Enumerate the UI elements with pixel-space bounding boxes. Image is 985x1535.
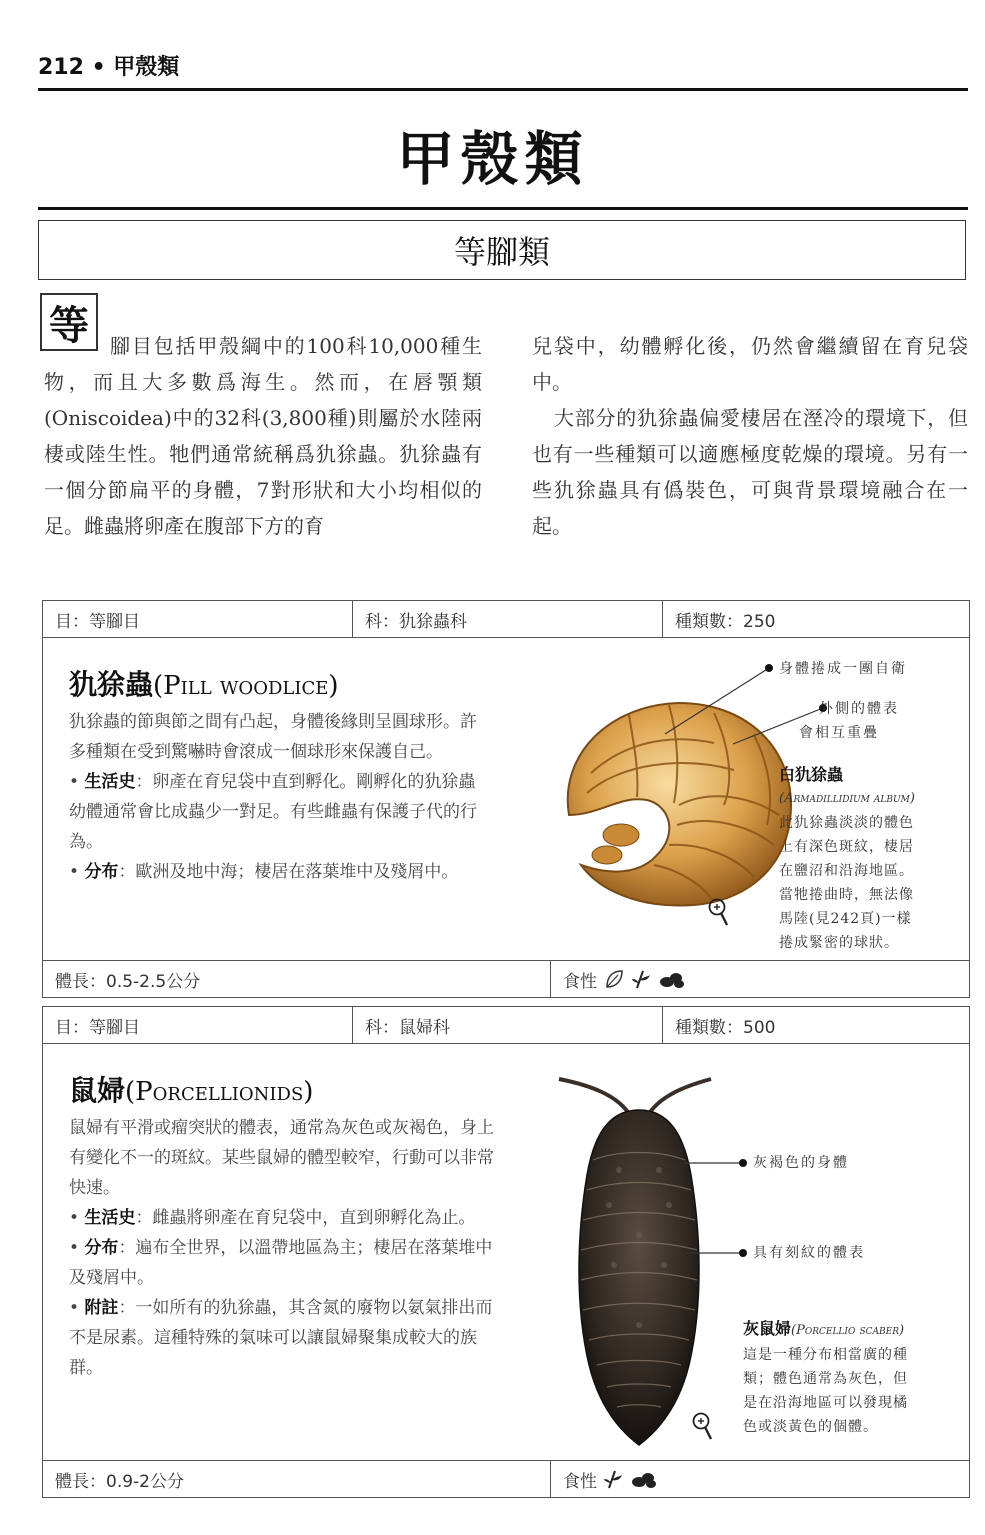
card-footer [43, 1460, 969, 1497]
callout-gray-body: 灰褐色的身體 [753, 1155, 849, 1171]
species-name-cn: 鼠婦 [69, 1074, 126, 1107]
top-rule [38, 88, 968, 91]
plant-icon [631, 968, 653, 990]
callout-textured-surface: 具有刻紋的體表 [753, 1245, 865, 1261]
caption-line: 在鹽沼和沿海地區。 [779, 863, 914, 879]
species-caption [743, 1317, 953, 1439]
caption-line: 是在沿海地區可以發現橘 [743, 1395, 908, 1411]
species-name-cn: 犰狳蟲 [69, 668, 154, 701]
life-history-label: 生活史 [84, 772, 136, 792]
description-text: 鼠婦有平滑或瘤突狀的體表，通常為灰色或灰褐色，身上有變化不一的斑紋。某些鼠婦的體型較窄，行動可以非常快速。 [69, 1118, 494, 1198]
body-length-cell: 體長：0.9-2公分 [43, 1461, 551, 1497]
caption-line: 色或淡黃色的個體。 [743, 1419, 878, 1435]
species-name-en: (Pill woodlice) [153, 671, 339, 701]
species-card-porcellionids [42, 1006, 970, 1498]
caption-line: 捲成緊密的球狀。 [779, 935, 899, 951]
drop-cap: 等 [40, 293, 98, 351]
callout-line: 會相互重疊 [799, 725, 879, 741]
note-text: ：一如所有的犰狳蟲，其含氮的廢物以氨氣排出而不是尿素。這種特殊的氣味可以讓鼠婦聚集成較大的族群。 [69, 1298, 493, 1378]
note-label: 附註 [84, 1298, 119, 1318]
species-count-cell: 種類數：500 [675, 1017, 776, 1038]
caption-title: 灰鼠婦 [743, 1319, 792, 1338]
caption-line: 類；體色通常為灰色，但 [743, 1371, 908, 1387]
life-history-label: 生活史 [84, 1208, 136, 1228]
diet-label: 食性 [563, 1471, 597, 1492]
species-title [69, 1069, 313, 1109]
caption-title: 白犰狳蟲 [779, 765, 844, 784]
distribution-text: ：遍布全世界，以溫帶地區為主；棲居在落葉堆中及殘屑中。 [69, 1238, 493, 1288]
caption-line: 此犰狳蟲淡淡的體色 [779, 815, 914, 831]
species-name-en: (Porcellionids) [125, 1077, 314, 1107]
order-cell: 目：等腳目 [43, 601, 353, 637]
species-count-cell: 種類數：250 [675, 611, 776, 632]
species-description: 鼠婦有平滑或瘤突狀的體表，通常為灰色或灰褐色，身上有變化不一的斑紋。某些鼠婦的體型較窄，行動可以非常快速。 • 生活史：雌蟲將卵產在育兒袋中，直到卵孵化為止。 • 分布：遍布全世界，以溫帶地區為主；棲居在落葉堆中及殘屑中。 • 附註：一如所有的犰狳蟲，其含氮的廢物以氨氣排出而不是尿素。這種特殊的氣味可以讓鼠婦聚集成較大的族群。 [69, 1113, 499, 1383]
order-cell: 目：等腳目 [43, 1007, 353, 1043]
caption-line: 馬陸(見242頁)一樣 [779, 911, 912, 927]
intro-paragraph: 大部分的犰狳蟲偏愛棲居在溼冷的環境下，但也有一些種類可以適應極度乾燥的環境。另有一些犰狳蟲具有僞裝色，可與背景環境融合在一起。 [532, 406, 968, 538]
family-cell: 科：鼠婦科 [353, 1007, 663, 1043]
callout-rolled-body: 身體捲成一團自衛 [779, 661, 907, 677]
leaf-icon [603, 968, 625, 990]
species-description: 犰狳蟲的節與節之間有凸起，身體後緣則呈圓球形。許多種類在受到驚嚇時會滾成一個球形來保護自己。 • 生活史：卵產在育兒袋中直到孵化。剛孵化的犰狳蟲幼體通常會比成蟲少一對足。有些雌蟲有保護子代的行為。 • 分布：歐洲及地中海；棲居在落葉堆中及殘屑中。 [69, 707, 489, 887]
title-rule [38, 207, 968, 210]
distribution-label: 分布 [84, 862, 119, 882]
species-title [69, 663, 339, 703]
body-length-cell: 體長：0.5-2.5公分 [43, 961, 551, 997]
card-footer [43, 960, 969, 997]
species-caption [779, 763, 959, 955]
intro-right-column [532, 328, 968, 544]
caption-line: 上有深色斑紋，棲居 [779, 839, 914, 855]
diet-cell [551, 961, 969, 997]
callout-line: 外側的體表 [819, 701, 899, 717]
caption-latin: (Armadillidium album) [779, 791, 915, 806]
life-history-text: ：雌蟲將卵產在育兒袋中，直到卵孵化為止。 [135, 1208, 476, 1228]
intro-paragraph: 兒袋中，幼體孵化後，仍然會繼續留在育兒袋中。 [532, 334, 968, 394]
magnifier-icon [707, 897, 729, 927]
distribution-label: 分布 [84, 1238, 119, 1258]
card-header [43, 1007, 969, 1044]
diet-label: 食性 [563, 971, 597, 992]
distribution-text: ：歐洲及地中海；棲居在落葉堆中及殘屑中。 [118, 862, 459, 882]
plant-icon [603, 1468, 625, 1490]
caption-latin: (Porcellio scaber) [791, 1323, 905, 1338]
intro-left-column: 腳目包括甲殼綱中的100科10,000種生物，而且大多數爲海生。然而，在唇顎類(Oniscoidea)中的32科(3,800種)則屬於水陸兩棲或陸生性。牠們通常統稱爲犰狳蟲。犰狳蟲有一個分節扁平的身體，7對形狀和大小均相似的足。雌蟲將卵產在腹部下方的育 [44, 334, 482, 538]
page-title: 甲殼類 [396, 125, 589, 193]
detritus-icon [631, 1469, 657, 1489]
detritus-icon [659, 969, 685, 989]
description-text: 犰狳蟲的節與節之間有凸起，身體後緣則呈圓球形。許多種類在受到驚嚇時會滾成一個球形來保護自己。 [69, 712, 477, 762]
caption-line: 當牠捲曲時，無法像 [779, 887, 914, 903]
species-card-pill-woodlice [42, 600, 970, 998]
caption-line: 這是一種分布相當廣的種 [743, 1347, 908, 1363]
magnifier-icon [691, 1411, 713, 1441]
card-header [43, 601, 969, 638]
diet-cell [551, 1461, 969, 1497]
life-history-text: ：卵產在育兒袋中直到孵化。剛孵化的犰狳蟲幼體通常會比成蟲少一對足。有些雌蟲有保護子代的行為。 [69, 772, 477, 852]
section-heading: 等腳類 [38, 220, 966, 280]
callout-outer-plates [799, 697, 899, 745]
callout-lines [683, 1147, 753, 1267]
family-cell: 科：犰狳蟲科 [353, 601, 663, 637]
running-head: 212 • 甲殼類 [38, 55, 180, 80]
